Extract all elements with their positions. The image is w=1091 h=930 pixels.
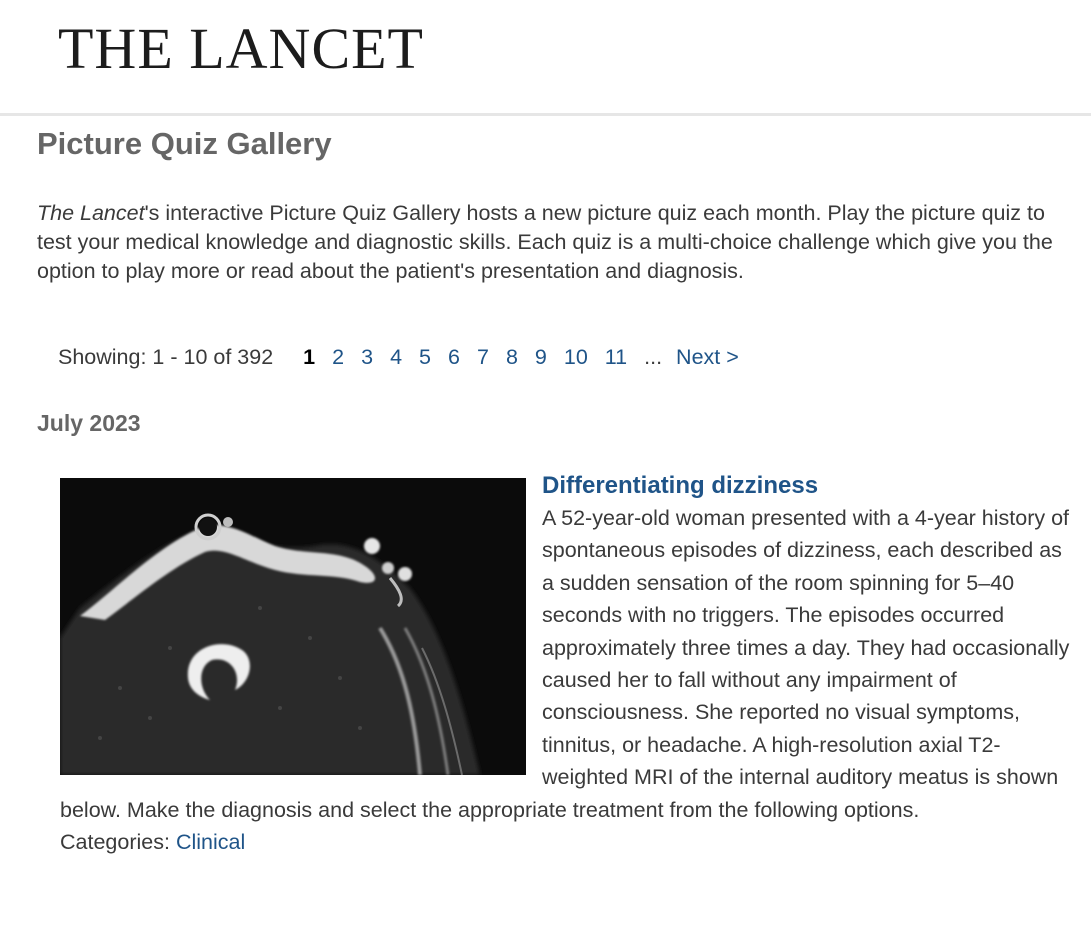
pagination xyxy=(58,341,739,373)
pagination-ellipsis: ... xyxy=(644,345,663,369)
page-link-1: 1 xyxy=(303,345,316,369)
next-page-link[interactable]: Next > xyxy=(676,345,739,369)
intro-paragraph xyxy=(37,199,1077,286)
page-link-3[interactable]: 3 xyxy=(361,345,374,369)
results-count: Showing: 1 - 10 of 392 xyxy=(58,345,274,369)
page-link-5[interactable]: 5 xyxy=(419,345,431,369)
intro-text: 's interactive Picture Quiz Gallery hosts a new picture quiz each month. Play the picture quiz to test your medical knowledge and diagnostic skills. Each quiz is a multi-choice challenge which give you the option to play more or read about the patient's presentation and diagnosis. xyxy=(37,201,1053,283)
mri-scan-graphic xyxy=(60,478,526,775)
page-link-8[interactable]: 8 xyxy=(505,345,518,369)
page-title: Picture Quiz Gallery xyxy=(37,126,332,161)
category-link-clinical[interactable]: Clinical xyxy=(175,830,246,855)
page-link-4[interactable]: 4 xyxy=(390,345,403,369)
page-link-9[interactable]: 9 xyxy=(534,345,547,369)
quiz-item xyxy=(60,470,1075,858)
page-link-2[interactable]: 2 xyxy=(332,345,345,369)
page-link-11[interactable]: 11 xyxy=(604,345,628,369)
quiz-title-link[interactable]: Differentiating dizziness xyxy=(542,472,819,499)
month-heading: July 2023 xyxy=(37,410,141,436)
site-header xyxy=(0,0,1091,116)
quiz-description: A 52-year-old woman presented with a 4-year history of spontaneous episodes of dizziness, each described as a sudden sensation of the room spinning for 5–40 seconds with no triggers. The episodes occurred approximately three times a day. They had occasionally caused her to fall without any impairment of consciousness. She reported no visual symptoms, tinnitus, or headache. A high-resolution axial T2-weighted MRI of the internal auditory meatus is shown below. Make the diagnosis and select the appropriate treatment from the following options. xyxy=(60,506,1070,822)
lancet-logo[interactable]: THE LANCET xyxy=(58,16,424,81)
categories-label: Categories: xyxy=(60,830,170,855)
journal-name: The Lancet xyxy=(37,201,145,225)
mri-scan-image[interactable] xyxy=(60,478,526,775)
page-link-6[interactable]: 6 xyxy=(448,345,460,369)
categories xyxy=(60,826,1075,858)
page-link-7[interactable]: 7 xyxy=(476,345,489,369)
page-link-10[interactable]: 10 xyxy=(563,345,588,369)
